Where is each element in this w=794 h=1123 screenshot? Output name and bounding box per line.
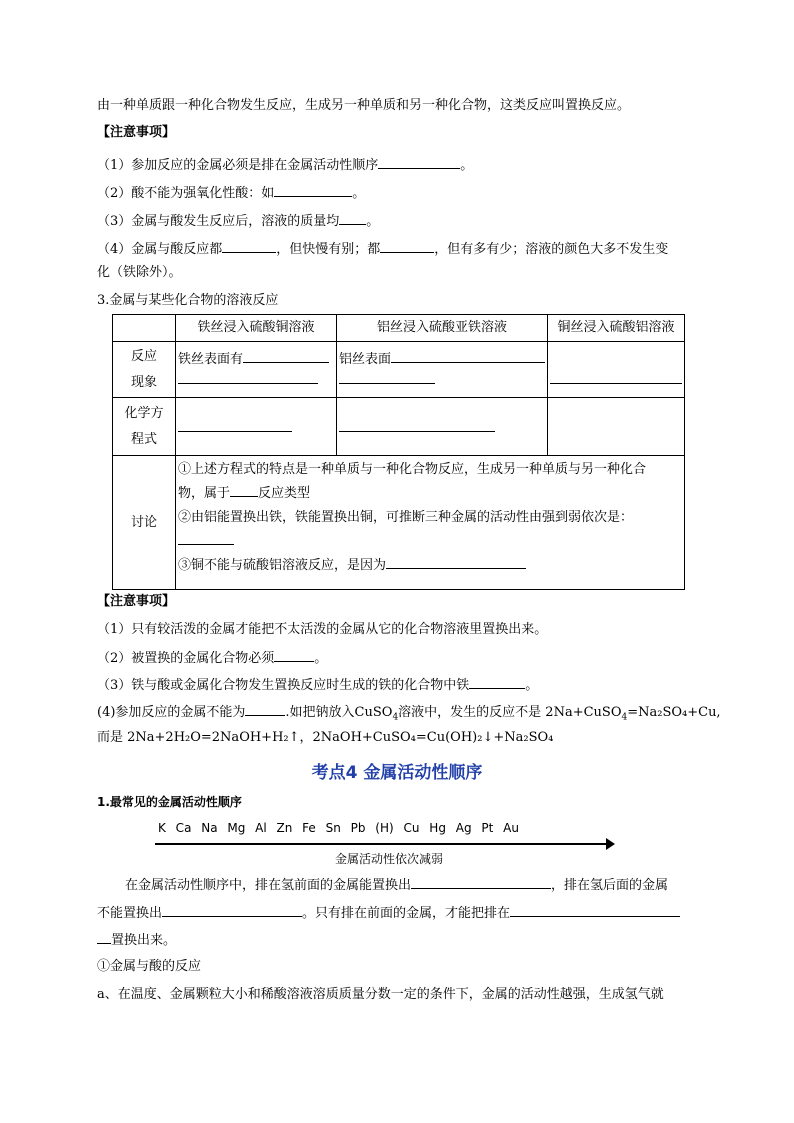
blank[interactable] — [97, 930, 111, 944]
text: 。只有排在前面的金属，才能把排在 — [302, 906, 511, 921]
label-line: 程式 — [130, 431, 157, 447]
section-3-title: 3.金属与某些化合物的溶液反应 — [97, 293, 279, 308]
notice-item-2 — [97, 183, 365, 203]
period: 。 — [525, 678, 539, 693]
text: =Na₂SO₄+Cu, — [627, 705, 721, 720]
text: 溶液中，发生的反应不是 2Na+CuSO — [398, 705, 622, 720]
text: （2）被置换的金属化合物必须 — [97, 651, 275, 666]
blank[interactable] — [510, 903, 680, 917]
notice-item-1-text: （1）参加反应的金属必须是排在金属活动性顺序 — [97, 158, 379, 173]
header-al-feso4: 铝丝浸入硫酸亚铁溶液 — [337, 315, 548, 342]
notice2-line-3 — [97, 675, 538, 695]
notice-item-4-mid2: ，但有多有少；溶液的颜色大多不发生变 — [434, 242, 669, 257]
cell-al-equation — [337, 398, 548, 456]
notice2-line-5: 而是 2Na+2H₂O=2NaOH+H₂↑，2NaOH+CuSO₄=Cu(OH)₂↓+Na₂SO₄ — [97, 730, 554, 745]
blank[interactable] — [386, 555, 526, 569]
row-label-discussion: 讨论 — [113, 456, 176, 590]
cell-al-phenomenon — [337, 342, 548, 398]
text: ，排在氢后面的金属 — [551, 878, 669, 893]
text: 反应类型 — [258, 486, 311, 501]
item-a-text: a、在温度、金属颗粒大小和稀酸溶液溶质质量分数一定的条件下，金属的活动性越强，生成氢气就 — [97, 987, 664, 1002]
arrow-label: 金属活动性依次减弱 — [335, 852, 444, 866]
cell-cu-equation — [548, 398, 685, 456]
notice-item-3 — [97, 211, 379, 231]
discussion-2b — [178, 530, 682, 554]
blank[interactable] — [178, 418, 292, 432]
notice-title: 【注意事项】 — [97, 125, 176, 140]
cell-cu-phenomenon — [548, 342, 685, 398]
notice2-line-1: （1）只有较活泼的金属才能把不太活泼的金属从它的化合物溶液里置换出来。 — [97, 622, 548, 637]
text: （3）铁与酸或金属化合物发生置换反应时生成的铁的化合物中铁 — [97, 678, 470, 693]
cell-fe-equation — [176, 398, 337, 456]
text: 在金属活动性顺序中，排在氢前面的金属能置换出 — [125, 878, 412, 893]
reaction-table — [112, 314, 685, 590]
notice-title-2: 【注意事项】 — [97, 594, 176, 609]
text: (4)参加反应的金属不能为 — [97, 705, 246, 720]
discussion-3 — [178, 554, 682, 578]
blank[interactable] — [274, 183, 352, 197]
row-label-equation — [113, 398, 176, 456]
label-line: 现象 — [130, 374, 157, 390]
arrow-line — [155, 843, 610, 845]
subscript: 4 — [621, 712, 628, 723]
cell-text: 铁丝表面有 — [178, 351, 244, 367]
para-3 — [97, 930, 176, 950]
period: 。 — [366, 214, 380, 229]
blank[interactable] — [469, 675, 525, 689]
header-fe-cuso4: 铁丝浸入硫酸铜溶液 — [176, 315, 337, 342]
period: 。 — [352, 186, 366, 201]
notice-item-2-text: （2）酸不能为强氧化性酸：如 — [97, 186, 275, 201]
metal-series: K Ca Na Mg Al Zn Fe Sn Pb (H) Cu Hg Ag Pt Au — [158, 821, 519, 835]
discussion-1: ①上述方程式的特点是一种单质与一种化合物反应，生成另一种单质与另一种化合 — [178, 462, 647, 477]
blank[interactable] — [339, 418, 495, 432]
discussion-cell — [176, 456, 685, 590]
intro-line: 由一种单质跟一种化合物发生反应，生成另一种单质和另一种化合物，这类反应叫置换反应。 — [97, 98, 631, 113]
blank[interactable] — [178, 370, 318, 384]
notice-item-1 — [97, 155, 473, 175]
text: ③铜不能与硫酸铝溶液反应，是因为 — [178, 558, 387, 573]
item-a-title: ①金属与酸的反应 — [97, 959, 202, 974]
period: 。 — [460, 158, 474, 173]
notice2-line-2 — [97, 648, 327, 668]
period: 。 — [314, 651, 328, 666]
corner-cell — [113, 315, 176, 342]
blank[interactable] — [222, 239, 276, 253]
notice-item-4-mid1: ，但快慢有别；都 — [276, 242, 381, 257]
discussion-1b — [178, 482, 682, 506]
blank[interactable] — [411, 875, 551, 889]
row-label-phenomenon — [113, 342, 176, 398]
blank[interactable] — [378, 155, 460, 169]
section-heading: 考点4 金属活动性顺序 — [311, 763, 483, 783]
arrow-right-icon — [606, 838, 615, 850]
blank[interactable] — [380, 239, 434, 253]
notice-item-4-text: （4）金属与酸反应都 — [97, 242, 223, 257]
label-line: 化学方 — [124, 405, 164, 421]
header-cu-al2so43: 铜丝浸入硫酸铝溶液 — [548, 315, 685, 342]
text: 置换出来。 — [111, 933, 177, 948]
text: 不能置换出 — [97, 906, 163, 921]
notice-item-3-text: （3）金属与酸发生反应后，溶液的质量均 — [97, 214, 340, 229]
notice-item-4-cont: 化（铁除外）。 — [97, 265, 182, 280]
blank[interactable] — [339, 211, 366, 225]
blank[interactable] — [162, 903, 302, 917]
blank[interactable] — [178, 531, 234, 545]
notice-item-4 — [97, 239, 668, 259]
blank[interactable] — [550, 355, 682, 384]
subscript: 4 — [392, 712, 399, 723]
notice2-line-4 — [97, 702, 721, 727]
text: 物，属于 — [178, 486, 231, 501]
blank[interactable] — [230, 483, 258, 497]
sub1-title: 1.最常见的金属活动性顺序 — [97, 795, 242, 809]
blank[interactable] — [245, 702, 285, 716]
blank[interactable] — [339, 370, 435, 384]
blank[interactable] — [274, 648, 314, 662]
blank[interactable] — [391, 349, 545, 363]
label-line: 反应 — [130, 348, 157, 364]
discussion-2: ②由铝能置换出铁，铁能置换出铜，可推断三种金属的活动性由强到弱依次是： — [178, 510, 634, 525]
text: .如把钠放入CuSO — [285, 705, 393, 720]
para-1 — [125, 875, 668, 895]
blank[interactable] — [243, 349, 329, 363]
cell-fe-phenomenon — [176, 342, 337, 398]
para-2 — [97, 903, 680, 923]
cell-text: 铝丝表面 — [339, 351, 392, 367]
